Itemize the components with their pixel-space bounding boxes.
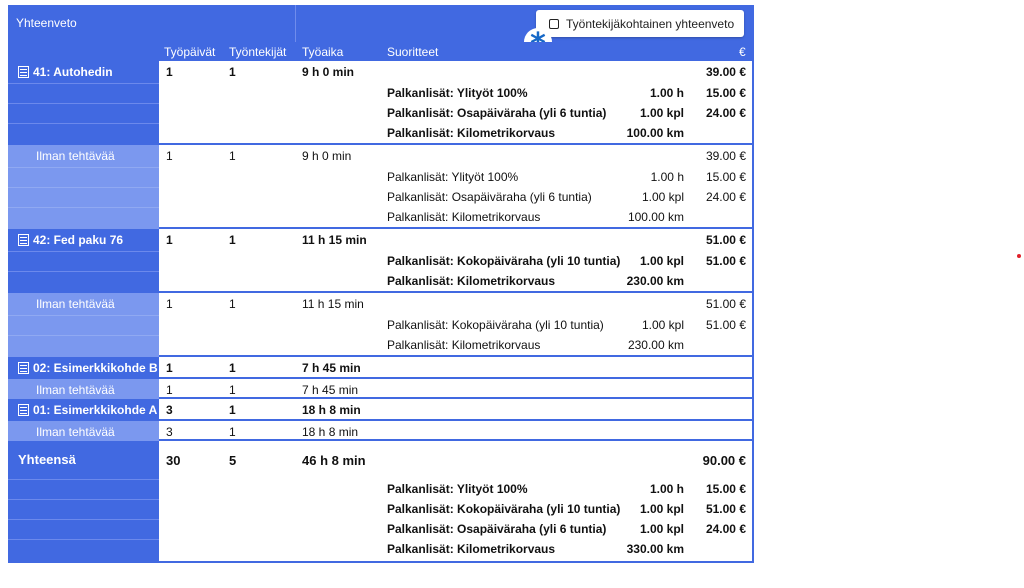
item-label: Palkanlisät: Kokopäiväraha (yli 10 tuntia) [387, 254, 621, 268]
task-name: Ilman tehtävää [36, 425, 115, 439]
group-name[interactable]: 42: Fed paku 76 [18, 233, 123, 247]
group-name-cell[interactable] [8, 229, 159, 293]
table-right-border [752, 441, 754, 563]
task-workdays: 1 [166, 297, 173, 311]
group-eur: 51.00 € [705, 233, 746, 247]
total-eur: 90.00 € [702, 453, 746, 468]
task-worktime: 7 h 45 min [302, 383, 359, 397]
task-workdays: 3 [166, 425, 173, 439]
report-title: Yhteenveto [16, 16, 77, 30]
group-name[interactable]: 41: Autohedin [18, 65, 113, 79]
col-header-eur: € [739, 45, 746, 59]
col-header-workers: Työntekijät [229, 45, 287, 59]
item-eur: 51.00 € [705, 502, 746, 516]
group-name[interactable]: 01: Esimerkkikohde A [18, 403, 157, 417]
item-label: Palkanlisät: Kokopäiväraha (yli 10 tuntia) [387, 502, 621, 516]
task-worktime: 9 h 0 min [302, 149, 352, 163]
list-document-icon [18, 234, 29, 246]
item-label: Palkanlisät: Ylityöt 100% [387, 86, 528, 100]
column-header-row [8, 42, 754, 61]
total-values [159, 441, 754, 563]
group-workdays: 3 [166, 403, 173, 417]
group-worktime: 18 h 8 min [302, 403, 361, 417]
item-quantity: 1.00 h [649, 86, 684, 100]
list-document-icon [18, 66, 29, 78]
row-separator [8, 539, 159, 540]
item-quantity: 330.00 km [626, 542, 684, 556]
task-workdays: 1 [166, 383, 173, 397]
table-right-border [752, 145, 754, 229]
item-label: Palkanlisät: Kilometrikorvaus [387, 274, 556, 288]
group-name[interactable]: 02: Esimerkkikohde B [18, 361, 158, 375]
item-eur: 15.00 € [705, 482, 746, 496]
group-values [159, 61, 754, 145]
task-name: Ilman tehtävää [36, 297, 115, 311]
item-quantity: 1.00 kpl [639, 254, 684, 268]
item-eur: 51.00 € [705, 318, 746, 332]
table-right-border [752, 61, 754, 145]
row-separator [8, 187, 159, 188]
total-workdays: 30 [166, 453, 181, 468]
task-name-cell [8, 379, 159, 399]
group-name-cell[interactable] [8, 357, 159, 379]
task-name-cell [8, 293, 159, 357]
col-header-worktime: Työaika [302, 45, 344, 59]
report-body [8, 61, 754, 563]
task-values [159, 145, 754, 229]
row-separator [8, 123, 159, 124]
col-header-workdays: Työpäivät [164, 45, 216, 59]
group-workers: 1 [229, 403, 236, 417]
table-right-border [752, 357, 754, 379]
task-name: Ilman tehtävää [36, 383, 115, 397]
table-right-border [752, 421, 754, 441]
item-quantity: 100.00 km [627, 210, 684, 224]
task-block [8, 145, 754, 229]
item-label: Palkanlisät: Kilometrikorvaus [387, 338, 541, 352]
task-workdays: 1 [166, 149, 173, 163]
task-block [8, 379, 754, 399]
group-workers: 1 [229, 65, 236, 79]
row-separator [8, 271, 159, 272]
task-name: Ilman tehtävää [36, 149, 115, 163]
total-name-cell [8, 441, 159, 563]
row-separator [8, 167, 159, 168]
item-label: Palkanlisät: Osapäiväraha (yli 6 tuntia) [387, 190, 592, 204]
item-quantity: 230.00 km [627, 338, 684, 352]
item-label: Palkanlisät: Kilometrikorvaus [387, 542, 556, 556]
total-worktime: 46 h 8 min [302, 453, 366, 468]
group-block [8, 357, 754, 379]
title-divider [295, 5, 296, 42]
table-right-border [752, 379, 754, 399]
task-eur: 39.00 € [705, 149, 746, 163]
item-label: Palkanlisät: Osapäiväraha (yli 6 tuntia) [387, 522, 607, 536]
block-divider [159, 561, 754, 563]
task-eur: 51.00 € [705, 297, 746, 311]
group-block [8, 61, 754, 145]
item-label: Palkanlisät: Ylityöt 100% [387, 482, 528, 496]
summary-report [8, 5, 754, 563]
task-worktime: 18 h 8 min [302, 425, 359, 439]
group-eur: 39.00 € [705, 65, 746, 79]
task-workers: 1 [229, 297, 236, 311]
item-eur: 15.00 € [705, 170, 746, 184]
row-separator [8, 519, 159, 520]
group-workdays: 1 [166, 233, 173, 247]
group-worktime: 11 h 15 min [302, 233, 367, 247]
group-values [159, 357, 754, 379]
item-label: Palkanlisät: Ylityöt 100% [387, 170, 519, 184]
red-dot-marker [1017, 254, 1021, 258]
item-eur: 15.00 € [705, 86, 746, 100]
task-name-cell [8, 421, 159, 441]
item-eur: 24.00 € [705, 190, 746, 204]
task-block [8, 421, 754, 441]
row-separator [8, 479, 159, 480]
task-block [8, 293, 754, 357]
total-workers: 5 [229, 453, 237, 468]
row-separator [8, 251, 159, 252]
group-values [159, 399, 754, 421]
item-eur: 24.00 € [705, 106, 746, 120]
row-separator [8, 83, 159, 84]
row-separator [8, 335, 159, 336]
group-workdays: 1 [166, 65, 173, 79]
list-document-icon [18, 404, 29, 416]
item-quantity: 1.00 kpl [641, 318, 684, 332]
item-label: Palkanlisät: Kokopäiväraha (yli 10 tuntia) [387, 318, 604, 332]
table-right-border [752, 229, 754, 293]
group-workers: 1 [229, 361, 236, 375]
row-separator [8, 207, 159, 208]
item-quantity: 1.00 kpl [639, 106, 684, 120]
group-values [159, 229, 754, 293]
group-worktime: 9 h 0 min [302, 65, 355, 79]
group-worktime: 7 h 45 min [302, 361, 361, 375]
item-label: Palkanlisät: Osapäiväraha (yli 6 tuntia) [387, 106, 607, 120]
item-label: Palkanlisät: Kilometrikorvaus [387, 126, 556, 140]
item-label: Palkanlisät: Kilometrikorvaus [387, 210, 541, 224]
table-right-border [752, 399, 754, 421]
task-workers: 1 [229, 425, 236, 439]
group-name-cell[interactable] [8, 399, 159, 421]
task-name-cell [8, 145, 159, 229]
group-workdays: 1 [166, 361, 173, 375]
item-quantity: 1.00 h [649, 482, 684, 496]
row-separator [8, 103, 159, 104]
item-quantity: 100.00 km [626, 126, 684, 140]
task-values [159, 379, 754, 399]
total-block [8, 441, 754, 563]
item-quantity: 1.00 kpl [641, 190, 684, 204]
task-values [159, 421, 754, 441]
row-separator [8, 315, 159, 316]
employee-summary-toggle[interactable] [536, 10, 744, 37]
employee-summary-checkbox[interactable] [549, 19, 559, 29]
item-eur: 51.00 € [705, 254, 746, 268]
col-header-items: Suoritteet [387, 45, 439, 59]
item-quantity: 230.00 km [626, 274, 684, 288]
item-quantity: 1.00 h [650, 170, 684, 184]
task-values [159, 293, 754, 357]
group-block [8, 399, 754, 421]
item-quantity: 1.00 kpl [639, 502, 684, 516]
row-separator [8, 499, 159, 500]
group-block [8, 229, 754, 293]
total-name: Yhteensä [18, 452, 76, 467]
item-quantity: 1.00 kpl [639, 522, 684, 536]
task-workers: 1 [229, 383, 236, 397]
task-worktime: 11 h 15 min [302, 297, 364, 311]
report-title-bar [8, 5, 754, 42]
task-workers: 1 [229, 149, 236, 163]
list-document-icon [18, 362, 29, 374]
item-eur: 24.00 € [705, 522, 746, 536]
table-right-border [752, 293, 754, 357]
employee-summary-label: Työntekijäkohtainen yhteenveto [566, 16, 735, 31]
group-name-cell[interactable] [8, 61, 159, 145]
group-workers: 1 [229, 233, 236, 247]
